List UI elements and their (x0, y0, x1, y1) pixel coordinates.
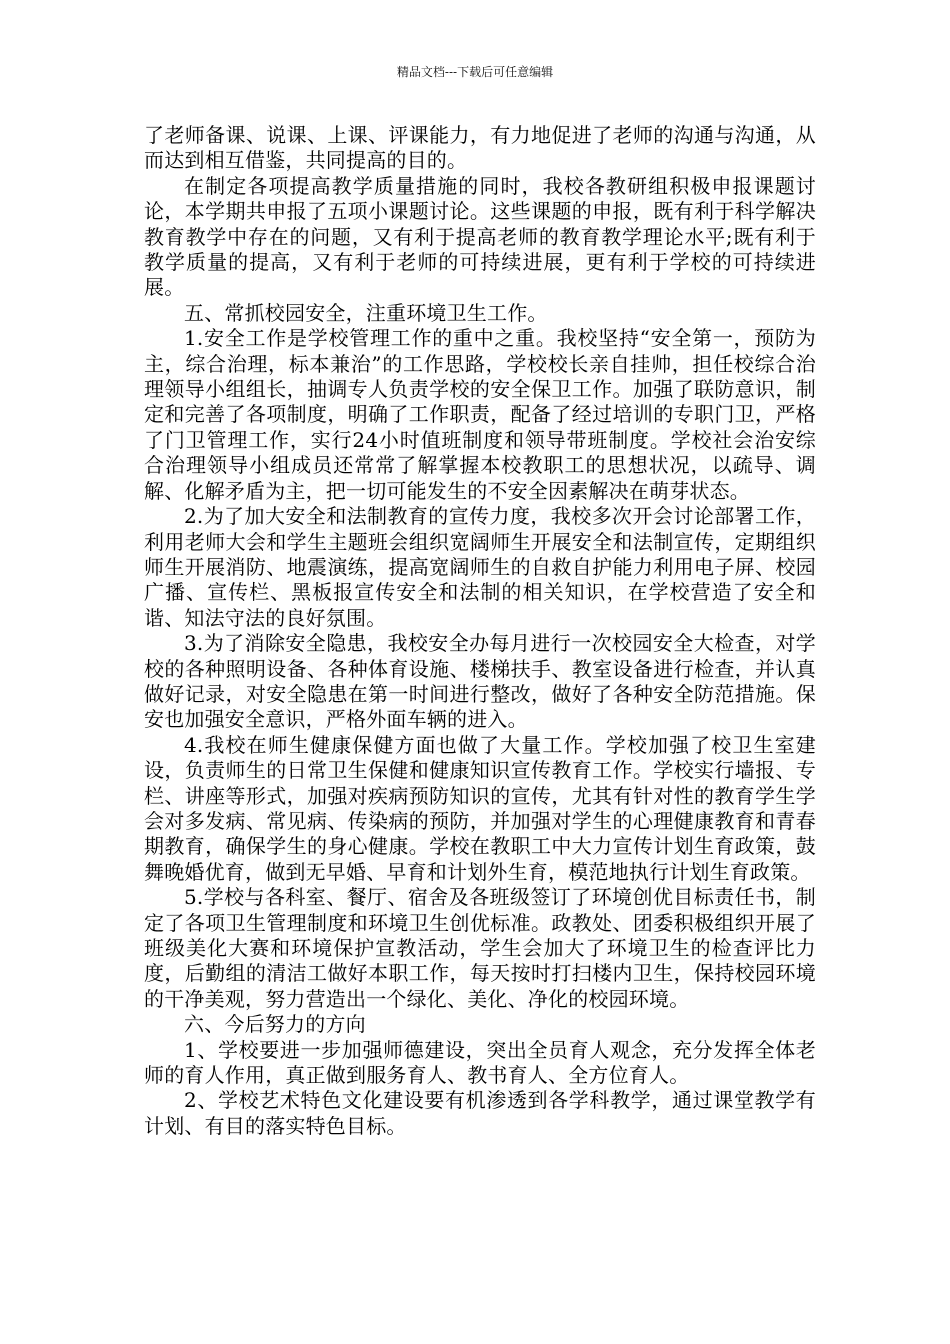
paragraph-safety-2: 2.为了加大安全和法制教育的宣传力度，我校多次开会讨论部署工作，利用老师大会和学生主题班会组织宽阔师生开展安全和法制宣传，定期组织师生开展消防、地震演练，提高宽阔师生的自救自护能力利用电子屏、校园广播、宣传栏、黑板报宣传安全和法制的相关知识，在学校营造了安全和谐、知法守法的良好氛围。 (144, 504, 816, 630)
paragraph-future-2: 2、学校艺术特色文化建设要有机渗透到各学科教学，通过课堂教学有计划、有目的落实特色目标。 (144, 1088, 816, 1138)
paragraph-research-topics: 在制定各项提高教学质量措施的同时，我校各教研组积极申报课题讨论，本学期共申报了五项小课题讨论。这些课题的申报，既有利于科学解决教育教学中存在的问题，又有利于提高老师的教育教学理论水平;既有利于教学质量的提高，又有利于老师的可持续进展，更有利于学校的可持续进展。 (144, 173, 816, 300)
section-heading-future: 六、今后努力的方向 (184, 1012, 366, 1037)
paragraph-environment-5: 5.学校与各科室、餐厅、宿舍及各班级签订了环境创优目标责任书，制定了各项卫生管理制度和环境卫生创优标准。政教处、团委积极组织开展了班级美化大赛和环境保护宣教活动，学生会加大了环境卫生的检查评比力度，后勤组的清洁工做好本职工作，每天按时打扫楼内卫生，保持校园环境的干净美观，努力营造出一个绿化、美化、净化的校园环境。 (144, 885, 816, 1011)
document-body (144, 123, 816, 1139)
paragraph-continuation: 了老师备课、说课、上课、评课能力，有力地促进了老师的沟通与沟通，从而达到相互借鉴，共同提高的目的。 (144, 123, 816, 173)
paragraph-future-1: 1、学校要进一步加强师德建设，突出全员育人观念，充分发挥全体老师的育人作用，真正做到服务育人、教书育人、全方位育人。 (144, 1037, 816, 1088)
paragraph-safety-3: 3.为了消除安全隐患，我校安全办每月进行一次校园安全大检查，对学校的各种照明设备、各种体育设施、楼梯扶手、教室设备进行检查，并认真做好记录，对安全隐患在第一时间进行整改，做好了各种安全防范措施。保安也加强安全意识，严格外面车辆的进入。 (144, 631, 816, 732)
paragraph-health-4: 4.我校在师生健康保健方面也做了大量工作。学校加强了校卫生室建设，负责师生的日常卫生保健和健康知识宣传教育工作。学校实行墙报、专栏、讲座等形式，加强对疾病预防知识的宣传，尤其有针对性的教育学生学会对多发病、常见病、传染病的预防，并加强对学生的心理健康教育和青春期教育，确保学生的身心健康。学校在教职工中大力宣传计划生育政策，鼓舞晚婚优育，做到无早婚、早育和计划外生育，模范地执行计划生育政策。 (144, 732, 816, 884)
paragraph-safety-1: 1.安全工作是学校管理工作的重中之重。我校坚持“安全第一，预防为主，综合治理，标本兼治”的工作思路，学校校长亲自挂帅，担任校综合治理领导小组组长，抽调专人负责学校的安全保卫工作。加强了联防意识，制定和完善了各项制度，明确了工作职责，配备了经过培训的专职门卫，严格了门卫管理工作，实行24小时值班制度和领导带班制度。学校社会治安综合治理领导小组成员还常常了解掌握本校教职工的思想状况，以疏导、调解、化解矛盾为主，把一切可能发生的不安全因素解决在萌芽状态。 (144, 326, 816, 503)
page-header: 精品文档---下载后可任意编辑 (396, 65, 554, 79)
section-heading-safety: 五、常抓校园安全，注重环境卫生工作。 (184, 300, 548, 325)
